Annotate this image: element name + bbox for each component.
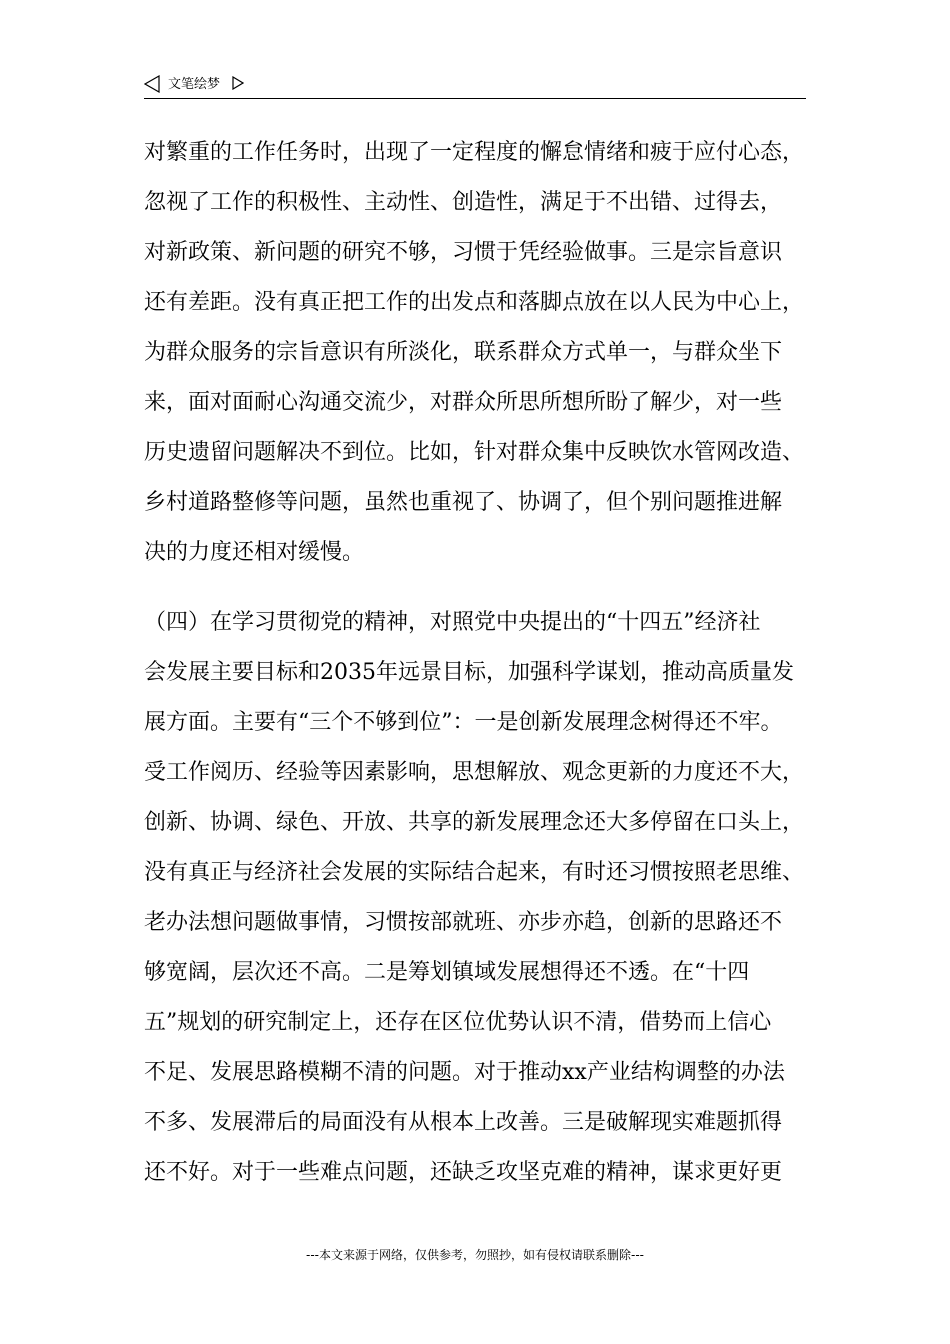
text-line: 会发展主要目标和2035年远景目标，加强科学谋划，推动高质量发: [144, 660, 794, 685]
document-body: [144, 128, 814, 1198]
header-title: 文笔绘梦: [168, 77, 221, 92]
text-line: 对繁重的工作任务时，出现了一定程度的懈怠情绪和疲于应付心态，: [144, 140, 805, 165]
right-triangle-icon: [232, 76, 244, 90]
text-line: （四）在学习贯彻党的精神，对照党中央提出的“十四五”经济社: [144, 610, 761, 635]
text-line: 还有差距。没有真正把工作的出发点和落脚点放在以人民为中心上，: [144, 290, 805, 315]
paragraph-gap: [144, 578, 814, 598]
text-line: 老办法想问题做事情，习惯按部就班、亦步亦趋，创新的思路还不: [144, 910, 783, 935]
paragraph-2: [144, 598, 814, 1198]
text-line: 五”规划的研究制定上，还存在区位优势认识不清，借势而上信心: [144, 1010, 772, 1035]
footer-notice: ---本文来源于网络，仅供参考，勿照抄，如有侵权请联系删除---: [306, 1248, 644, 1262]
text-line: 来，面对面耐心沟通交流少，对群众所思所想所盼了解少，对一些: [144, 390, 783, 415]
text-line: 乡村道路整修等问题，虽然也重视了、协调了，但个别问题推进解: [144, 490, 783, 515]
text-line: 为群众服务的宗旨意识有所淡化，联系群众方式单一，与群众坐下: [144, 340, 783, 365]
text-line: 不多、发展滞后的局面没有从根本上改善。三是破解现实难题抓得: [144, 1110, 783, 1135]
text-line: 忽视了工作的积极性、主动性、创造性，满足于不出错、过得去，: [144, 190, 783, 215]
text-line: 还不好。对于一些难点问题，还缺乏攻坚克难的精神，谋求更好更: [144, 1160, 783, 1185]
text-line: 创新、协调、绿色、开放、共享的新发展理念还大多停留在口头上，: [144, 810, 805, 835]
text-line: 展方面。主要有“三个不够到位”：一是创新发展理念树得还不牢。: [144, 710, 783, 735]
left-triangle-icon: [144, 75, 160, 93]
page-header: [144, 74, 806, 99]
text-line: 决的力度还相对缓慢。: [144, 540, 365, 565]
text-line: 对新政策、新问题的研究不够，习惯于凭经验做事。三是宗旨意识: [144, 240, 783, 265]
text-line: 够宽阔，层次还不高。二是筹划镇域发展想得还不透。在“十四: [144, 960, 750, 985]
text-line: 历史遗留问题解决不到位。比如，针对群众集中反映饮水管网改造、: [144, 440, 805, 465]
paragraph-1: [144, 128, 814, 578]
text-line: 没有真正与经济社会发展的实际结合起来，有时还习惯按照老思维、: [144, 860, 805, 885]
text-line: 不足、发展思路模糊不清的问题。对于推动xx产业结构调整的办法: [144, 1060, 785, 1085]
text-line: 受工作阅历、经验等因素影响，思想解放、观念更新的力度还不大，: [144, 760, 805, 785]
